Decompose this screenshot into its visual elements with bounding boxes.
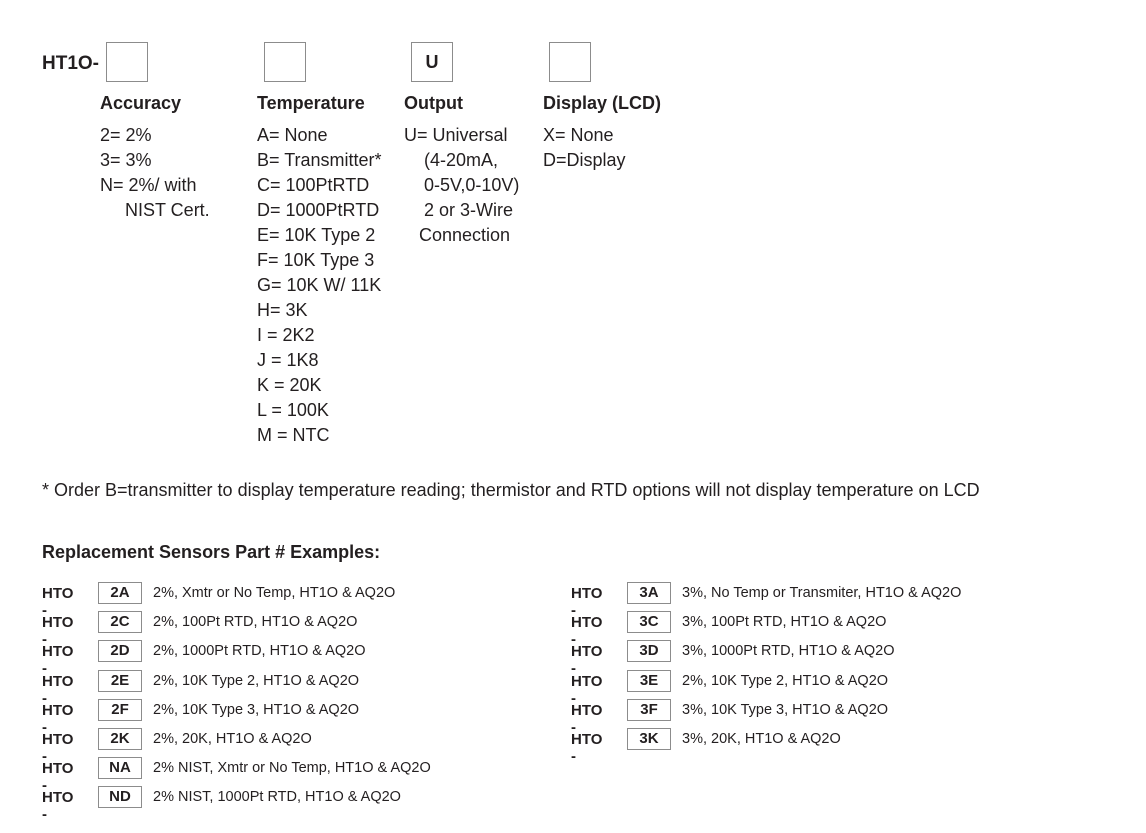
part-code-box: 3E	[627, 670, 671, 692]
option-line: C= 100PtRTD	[257, 175, 370, 195]
part-prefix: HTO -	[42, 760, 74, 795]
part-code-box: 2F	[98, 699, 142, 721]
option-line: 3= 3%	[100, 150, 152, 170]
part-description: 3%, 1000Pt RTD, HT1O & AQ2O	[682, 643, 895, 660]
accuracy-column	[100, 91, 210, 223]
part-description: 2%, 10K Type 2, HT1O & AQ2O	[153, 672, 360, 689]
part-code-box: 2C	[98, 611, 142, 633]
part-description: 3%, 100Pt RTD, HT1O & AQ2O	[682, 614, 887, 631]
part-description: 2%, 20K, HT1O & AQ2O	[153, 730, 312, 747]
part-prefix: HTO -	[571, 730, 603, 765]
output-code-box: U	[411, 42, 453, 82]
option-line: J = 1K8	[257, 350, 319, 370]
option-line: G= 10K W/ 11K	[257, 275, 382, 295]
replacement-sensors-title: Replacement Sensors Part # Examples:	[42, 542, 381, 562]
temperature-column	[257, 91, 382, 448]
part-prefix: HTO -	[571, 701, 603, 736]
temperature-heading: Temperature	[257, 93, 365, 113]
option-line: K = 20K	[257, 375, 322, 395]
display-options	[543, 123, 661, 173]
option-line: B= Transmitter*	[257, 150, 382, 170]
output-options	[404, 123, 519, 248]
option-line: L = 100K	[257, 400, 329, 420]
option-line: I = 2K2	[257, 325, 315, 345]
part-description: 3%, 20K, HT1O & AQ2O	[682, 730, 841, 747]
option-line: E= 10K Type 2	[257, 225, 376, 245]
output-column	[404, 91, 519, 248]
display-heading: Display (LCD)	[543, 93, 662, 113]
part-description: 2%, Xmtr or No Temp, HT1O & AQ2O	[153, 585, 396, 601]
part-prefix: HTO -	[42, 643, 74, 678]
option-line: 0-5V,0-10V)	[404, 175, 520, 195]
part-description: 3%, No Temp or Transmiter, HT1O & AQ2O	[682, 585, 962, 601]
option-line: 2= 2%	[100, 125, 152, 145]
part-prefix: HTO -	[42, 730, 74, 765]
temperature-options	[257, 123, 382, 448]
part-prefix: HTO -	[42, 701, 74, 736]
part-code-box: ND	[98, 786, 142, 808]
accuracy-options	[100, 123, 210, 223]
option-line: H= 3K	[257, 300, 308, 320]
part-code-box: 2E	[98, 670, 142, 692]
part-prefix: HTO -	[571, 643, 603, 678]
part-code-box: 2A	[98, 582, 142, 604]
option-line: Connection	[404, 225, 511, 245]
option-line: U= Universal	[404, 125, 508, 145]
option-line: D=Display	[543, 150, 626, 170]
part-code-box: NA	[98, 757, 142, 779]
part-prefix: HTO -	[571, 614, 603, 649]
option-line: (4-20mA,	[404, 150, 499, 170]
accuracy-code-box	[106, 42, 148, 82]
output-heading: Output	[404, 93, 463, 113]
accuracy-heading: Accuracy	[100, 93, 182, 113]
transmitter-footnote: * Order B=transmitter to display temperature reading; thermistor and RTD options will not display temperature on LCD	[42, 480, 980, 500]
part-prefix: HTO -	[42, 585, 74, 619]
option-line: NIST Cert.	[100, 200, 210, 220]
option-line: X= None	[543, 125, 614, 145]
part-prefix: HTO -	[42, 672, 74, 707]
option-line: F= 10K Type 3	[257, 250, 375, 270]
part-code-box: 3A	[627, 582, 671, 604]
part-description: 2% NIST, Xmtr or No Temp, HT1O & AQ2O	[153, 760, 431, 777]
part-prefix: HTO -	[571, 672, 603, 707]
part-code-box: 2D	[98, 640, 142, 662]
option-line: 2 or 3-Wire	[404, 200, 514, 220]
part-code-box: 2K	[98, 728, 142, 750]
part-prefix: HTO -	[42, 614, 74, 649]
part-description: 2%, 10K Type 3, HT1O & AQ2O	[153, 701, 360, 718]
part-code-box: 3F	[627, 699, 671, 721]
part-prefix: HTO -	[42, 789, 74, 824]
display-column	[543, 91, 661, 173]
part-code-box: 3C	[627, 611, 671, 633]
part-prefix: HTO -	[571, 585, 603, 619]
part-code-box: 3D	[627, 640, 671, 662]
option-line: D= 1000PtRTD	[257, 200, 380, 220]
option-line: M = NTC	[257, 425, 330, 445]
part-description: 2% NIST, 1000Pt RTD, HT1O & AQ2O	[153, 789, 401, 806]
option-line: N= 2%/ with	[100, 175, 197, 195]
display-code-box	[549, 42, 591, 82]
temperature-code-box	[264, 42, 306, 82]
part-description: 2%, 100Pt RTD, HT1O & AQ2O	[153, 614, 358, 631]
part-code-box: 3K	[627, 728, 671, 750]
part-description: 2%, 1000Pt RTD, HT1O & AQ2O	[153, 643, 366, 660]
part-description: 2%, 10K Type 2, HT1O & AQ2O	[682, 672, 889, 689]
part-number-prefix: HT1O-	[42, 53, 99, 74]
option-line: A= None	[257, 125, 328, 145]
part-description: 3%, 10K Type 3, HT1O & AQ2O	[682, 701, 889, 718]
